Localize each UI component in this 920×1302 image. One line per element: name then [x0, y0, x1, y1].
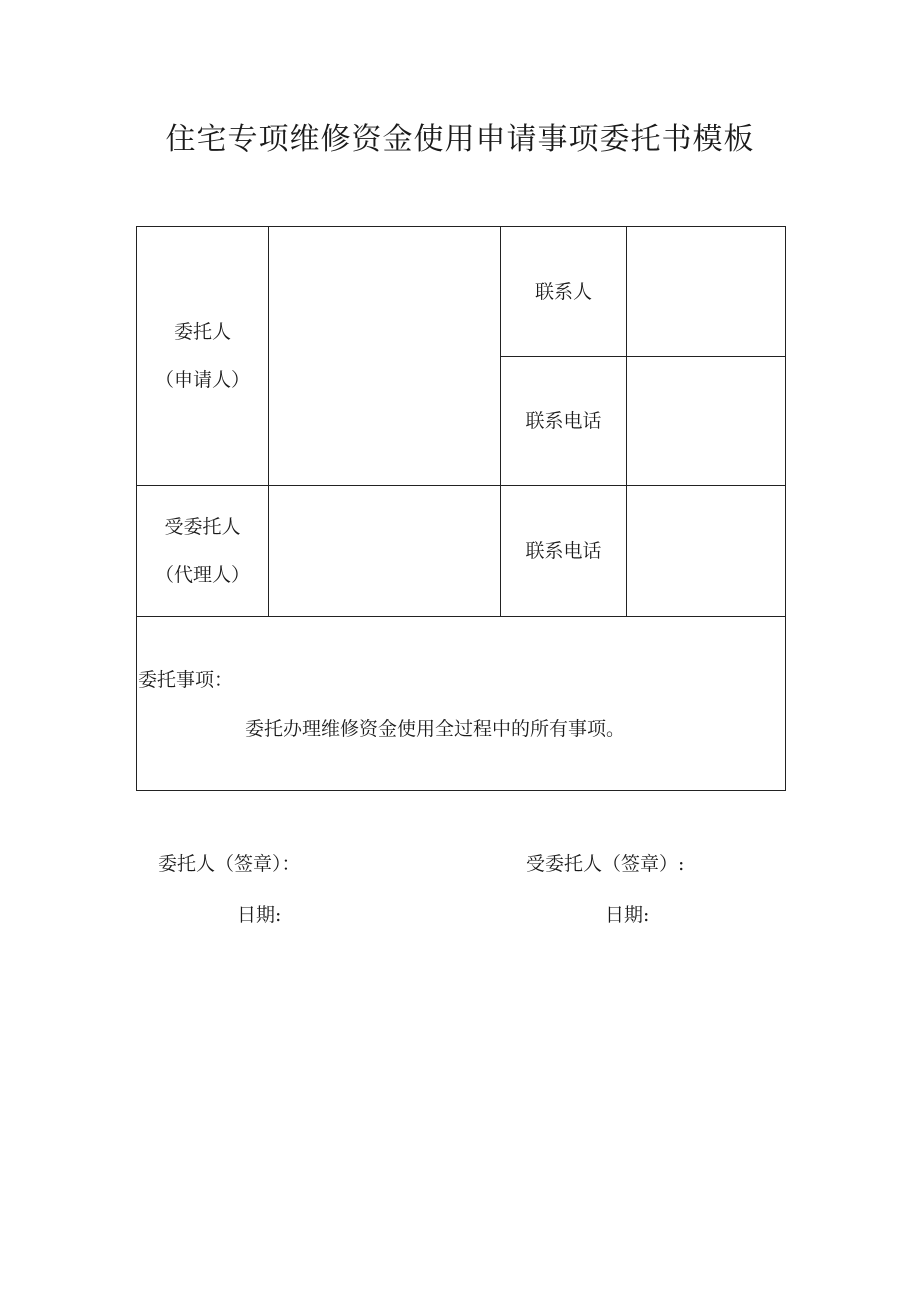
agent-date-label: 日期:: [605, 904, 650, 926]
principal-sublabel: （申请人）: [154, 369, 250, 391]
agent-sublabel: （代理人）: [154, 564, 250, 586]
principal-label-cell: [137, 227, 269, 486]
principal-label: 委托人: [173, 321, 231, 343]
agent-phone-field[interactable]: [627, 486, 786, 617]
agent-label-cell: [137, 486, 269, 617]
principal-date-label: 日期:: [237, 904, 282, 926]
agent-phone-label: 联系电话: [501, 486, 627, 617]
agent-signature-label: 受委托人（签章）:: [526, 853, 685, 875]
agent-name-field[interactable]: [269, 486, 501, 617]
document-title: 住宅专项维修资金使用申请事项委托书模板: [165, 122, 755, 157]
authorization-form-table: [136, 226, 786, 791]
principal-signature-label: 委托人（签章）：: [158, 853, 301, 875]
principal-phone-field[interactable]: [627, 357, 786, 486]
entrusted-matters-label: 委托事项：: [138, 669, 234, 691]
principal-phone-label: 联系电话: [501, 357, 627, 486]
principal-name-field[interactable]: [269, 227, 501, 486]
contact-person-field[interactable]: [627, 227, 786, 357]
entrusted-matters-content: 委托办理维修资金使用全过程中的所有事项。: [245, 718, 626, 740]
agent-label: 受委托人: [164, 516, 241, 538]
contact-person-label: 联系人: [501, 227, 627, 357]
entrusted-matters-cell: [137, 617, 786, 791]
